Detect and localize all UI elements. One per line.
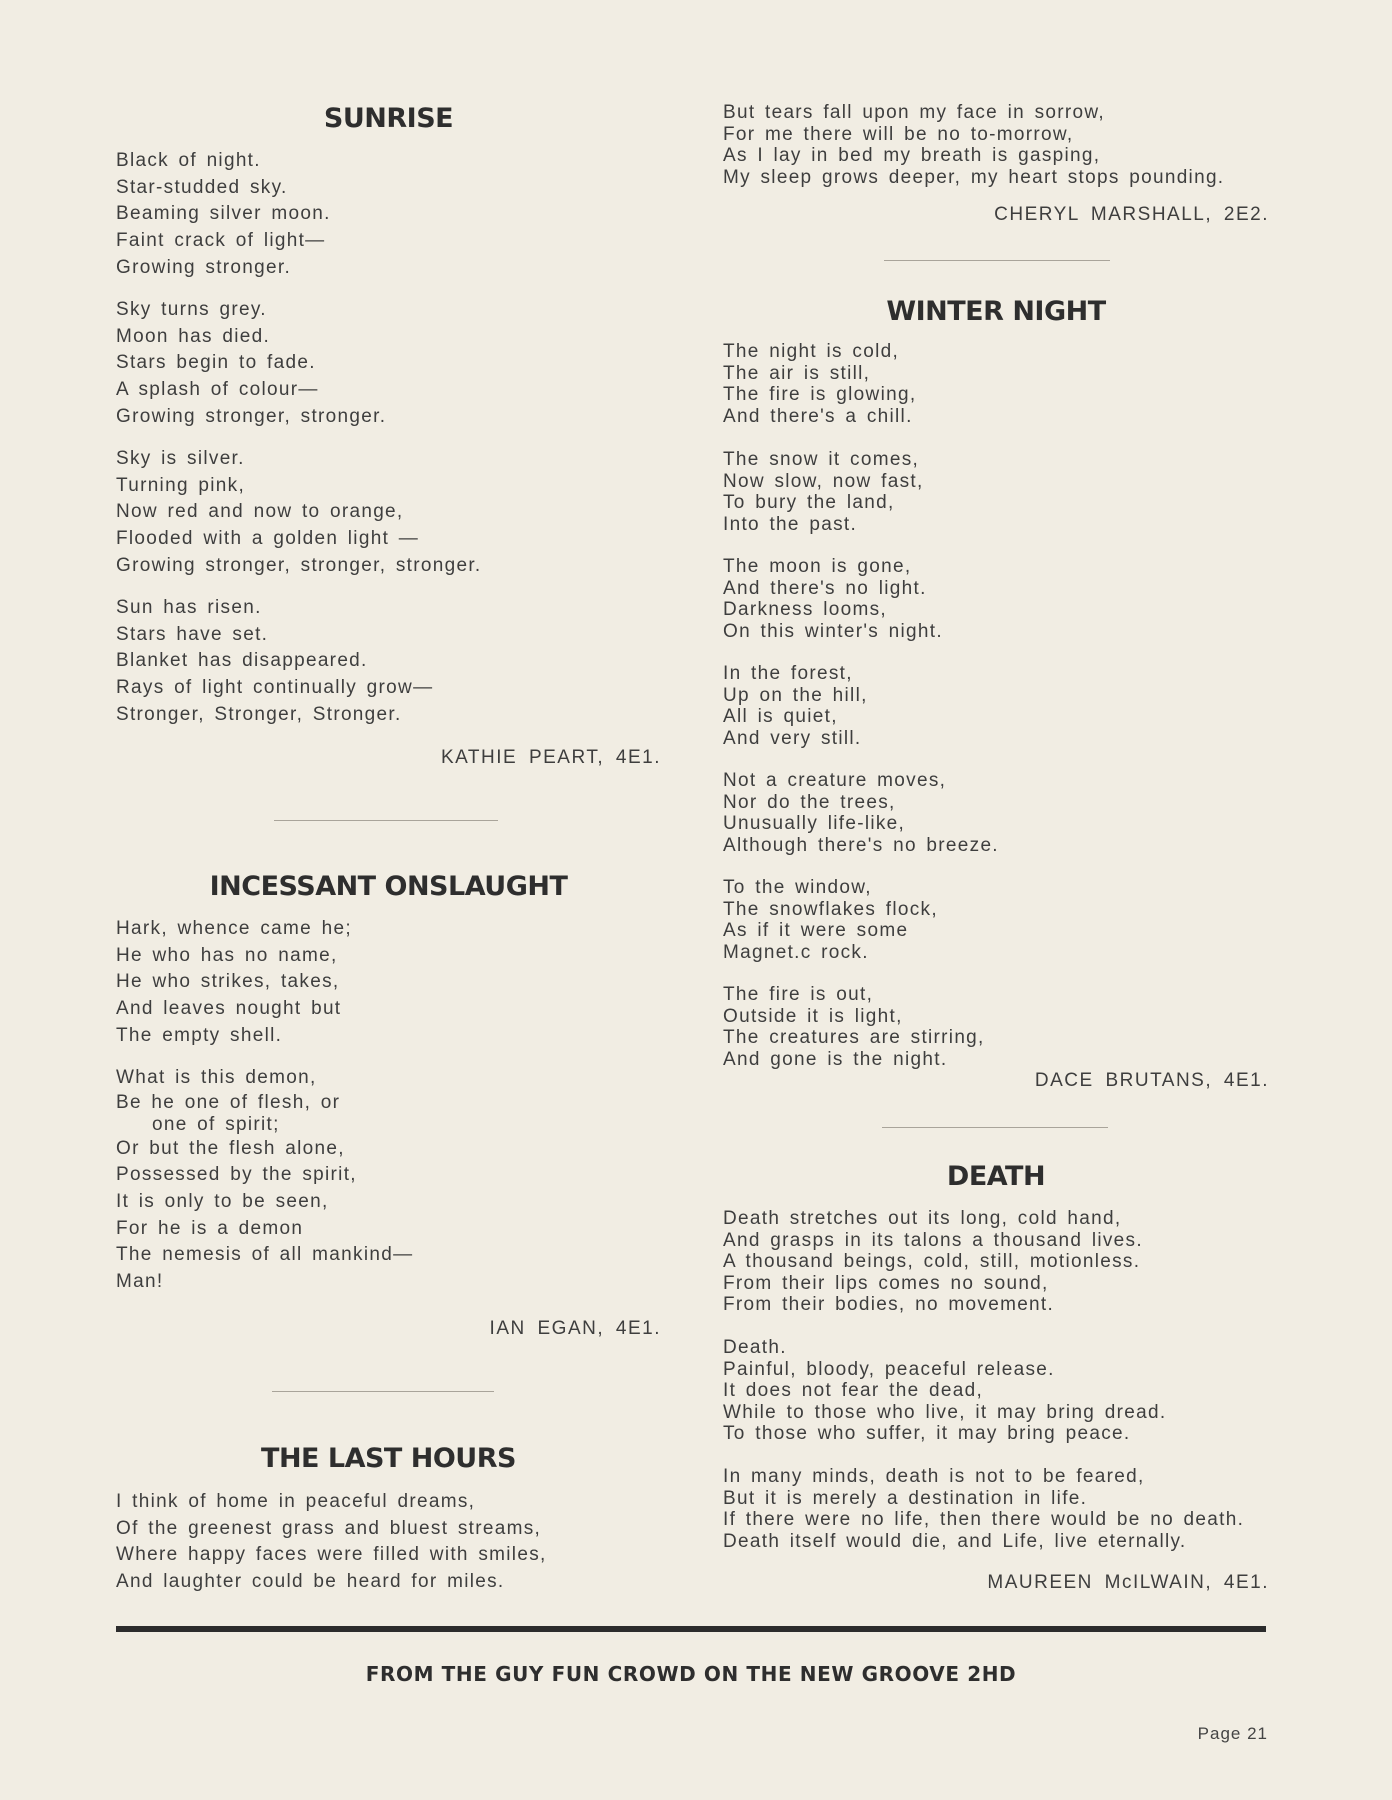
poem-line: Painful, bloody, peaceful release. (723, 1358, 1055, 1380)
author-credit-last-hours: CHERYL MARSHALL, 2E2. (994, 204, 1269, 225)
poem-line: He who strikes, takes, (116, 971, 340, 993)
author-credit-winter-night: DACE BRUTANS, 4E1. (1034, 1070, 1269, 1091)
winter-stanza-1 (723, 341, 1269, 427)
author-credit-sunrise: KATHIE PEART, 4E1. (440, 747, 661, 768)
poem-line: To bury the land, (723, 492, 895, 514)
poem-line: Darkness looms, (723, 599, 887, 621)
poem-line: And gone is the night. (723, 1048, 948, 1070)
poem-line: Moon has died. (116, 325, 271, 347)
footer-banner: FROM THE GUY FUN CROWD ON THE NEW GROOVE 2HD (365, 1662, 1017, 1686)
poem-line: Although there's no breeze. (723, 834, 999, 856)
section-divider (884, 260, 1110, 261)
poem-line: He who has no name, (116, 944, 338, 966)
last-hours-stanza-1 (116, 1489, 661, 1596)
poem-line: Stars have set. (116, 623, 269, 645)
poem-line: Not a creature moves, (723, 770, 947, 791)
poem-line: Death stretches out its long, cold hand, (723, 1208, 1122, 1229)
poem-line: To the window, (723, 877, 872, 898)
poem-line: Sun has risen. (116, 597, 262, 618)
poem-line: It is only to be seen, (116, 1191, 329, 1213)
poem-line: A splash of colour— (116, 379, 319, 401)
poem-line: Hark, whence came he; (116, 918, 352, 939)
death-stanza-3 (723, 1466, 1269, 1552)
poem-line: In many minds, death is not to be feared, (723, 1466, 1145, 1487)
poem-line: It does not fear the dead, (723, 1380, 984, 1402)
winter-stanza-2 (723, 449, 1269, 535)
author-credit-onslaught: IAN EGAN, 4E1. (489, 1318, 661, 1339)
winter-stanza-6 (723, 877, 1269, 963)
onslaught-stanza-2 (116, 1065, 661, 1296)
poem-line: Where happy faces were filled with smiles, (116, 1544, 547, 1566)
poem-line: From their bodies, no movement. (723, 1294, 1055, 1316)
last-hours-stanza-2 (723, 102, 1269, 188)
poem-line: And there's no light. (723, 577, 927, 599)
poem-line: Or but the flesh alone, (116, 1137, 345, 1159)
poem-line: But it is merely a destination in life. (723, 1487, 1088, 1509)
poem-line: Sky turns grey. (116, 299, 267, 320)
poem-line: I think of home in peaceful dreams, (116, 1491, 476, 1512)
poem-line: While to those who live, it may bring dread. (723, 1401, 1167, 1423)
poem-line: The creatures are stirring, (723, 1027, 985, 1049)
poem-line: Growing stronger. (116, 256, 292, 278)
section-divider (882, 1127, 1108, 1128)
poem-line: And laughter could be heard for miles. (116, 1571, 505, 1593)
poem-line: Magnet.c rock. (723, 941, 869, 963)
poem-title-sunrise: SUNRISE (323, 103, 454, 134)
poem-line: In the forest, (723, 663, 853, 684)
poem-line: What is this demon, (116, 1067, 317, 1088)
poem-line: The night is cold, (723, 341, 900, 362)
poem-line: As I lay in bed my breath is gasping, (723, 145, 1101, 167)
poem-line: The fire is out, (723, 984, 874, 1005)
poem-line: If there were no life, then there would be no death. (723, 1509, 1245, 1531)
winter-stanza-5 (723, 770, 1269, 856)
death-stanza-1 (723, 1208, 1269, 1316)
onslaught-stanza-1 (116, 916, 661, 1049)
poem-line: And there's a chill. (723, 405, 913, 427)
poem-line: Growing stronger, stronger, stronger. (116, 554, 482, 576)
poem-line: one of spirit; (152, 1113, 280, 1135)
poem-line: The fire is glowing, (723, 384, 917, 406)
poem-line: To those who suffer, it may bring peace. (723, 1423, 1131, 1445)
death-stanza-2 (723, 1337, 1269, 1445)
poem-line: Death itself would die, and Life, live eternally. (723, 1530, 1187, 1552)
poem-line: The moon is gone, (723, 556, 912, 577)
poem-line: Blanket has disappeared. (116, 650, 368, 672)
poem-line: Faint crack of light— (116, 230, 326, 252)
poem-line: And leaves nought but (116, 998, 342, 1020)
poem-title-incessant-onslaught: INCESSANT ONSLAUGHT (209, 871, 568, 902)
sunrise-stanza-1 (116, 148, 661, 281)
poem-line: Star-studded sky. (116, 176, 288, 198)
poem-line: Up on the hill, (723, 684, 868, 706)
poem-line: For he is a demon (116, 1217, 304, 1239)
poem-line: The empty shell. (116, 1024, 283, 1046)
poem-line: Man! (116, 1271, 164, 1293)
page-number: Page 21 (1197, 1724, 1268, 1743)
poem-line: Growing stronger, stronger. (116, 405, 387, 427)
poem-line: Of the greenest grass and bluest streams, (116, 1517, 542, 1539)
sunrise-stanza-2 (116, 297, 661, 430)
poem-line: Into the past. (723, 513, 858, 535)
poem-line: For me there will be no to-morrow, (723, 123, 1074, 145)
poem-line: Nor do the trees, (723, 791, 896, 813)
section-divider (274, 820, 498, 821)
poem-line: As if it were some (723, 920, 909, 942)
poem-title-the-last-hours: THE LAST HOURS (261, 1443, 516, 1474)
poem-line: Outside it is light, (723, 1005, 903, 1027)
poem-line: Possessed by the spirit, (116, 1164, 357, 1186)
poem-line: The nemesis of all mankind— (116, 1244, 414, 1266)
poem-line: And grasps in its talons a thousand lives. (723, 1229, 1143, 1251)
poem-line: Rays of light continually grow— (116, 677, 434, 699)
poem-line: The snow it comes, (723, 449, 920, 470)
poem-line: Now slow, now fast, (723, 470, 924, 492)
poem-line: A thousand beings, cold, still, motionless. (723, 1251, 1141, 1273)
poem-line: On this winter's night. (723, 620, 943, 642)
winter-stanza-7 (723, 984, 1269, 1070)
poem-line: Flooded with a golden light — (116, 528, 420, 550)
footer-rule (116, 1626, 1266, 1632)
section-divider (272, 1391, 494, 1392)
poem-line: All is quiet, (723, 706, 838, 728)
author-credit-death: MAUREEN McILWAIN, 4E1. (987, 1572, 1269, 1593)
poem-title-death: DEATH (946, 1161, 1046, 1192)
poem-line: Unusually life-like, (723, 813, 906, 835)
winter-stanza-4 (723, 663, 1269, 749)
poem-line: My sleep grows deeper, my heart stops pounding. (723, 166, 1225, 188)
winter-stanza-3 (723, 556, 1269, 642)
poem-line: Stronger, Stronger, Stronger. (116, 703, 402, 725)
poem-line: Turning pink, (116, 474, 246, 496)
poem-line: Death. (723, 1337, 787, 1358)
poem-line: Be he one of flesh, or (116, 1091, 341, 1113)
poem-line: And very still. (723, 727, 862, 749)
poem-line: But tears fall upon my face in sorrow, (723, 102, 1105, 123)
poem-line: Stars begin to fade. (116, 352, 316, 374)
poem-line: The snowflakes flock, (723, 898, 938, 920)
sunrise-stanza-4 (116, 595, 661, 728)
sunrise-stanza-3 (116, 446, 661, 579)
poem-line: Now red and now to orange, (116, 501, 404, 523)
poem-line: Sky is silver. (116, 448, 245, 469)
poem-line: The air is still, (723, 362, 871, 384)
poem-line: From their lips comes no sound, (723, 1272, 1049, 1294)
poem-line: Beaming silver moon. (116, 203, 331, 225)
poem-line: Black of night. (116, 150, 261, 171)
poem-title-winter-night: WINTER NIGHT (886, 296, 1106, 327)
